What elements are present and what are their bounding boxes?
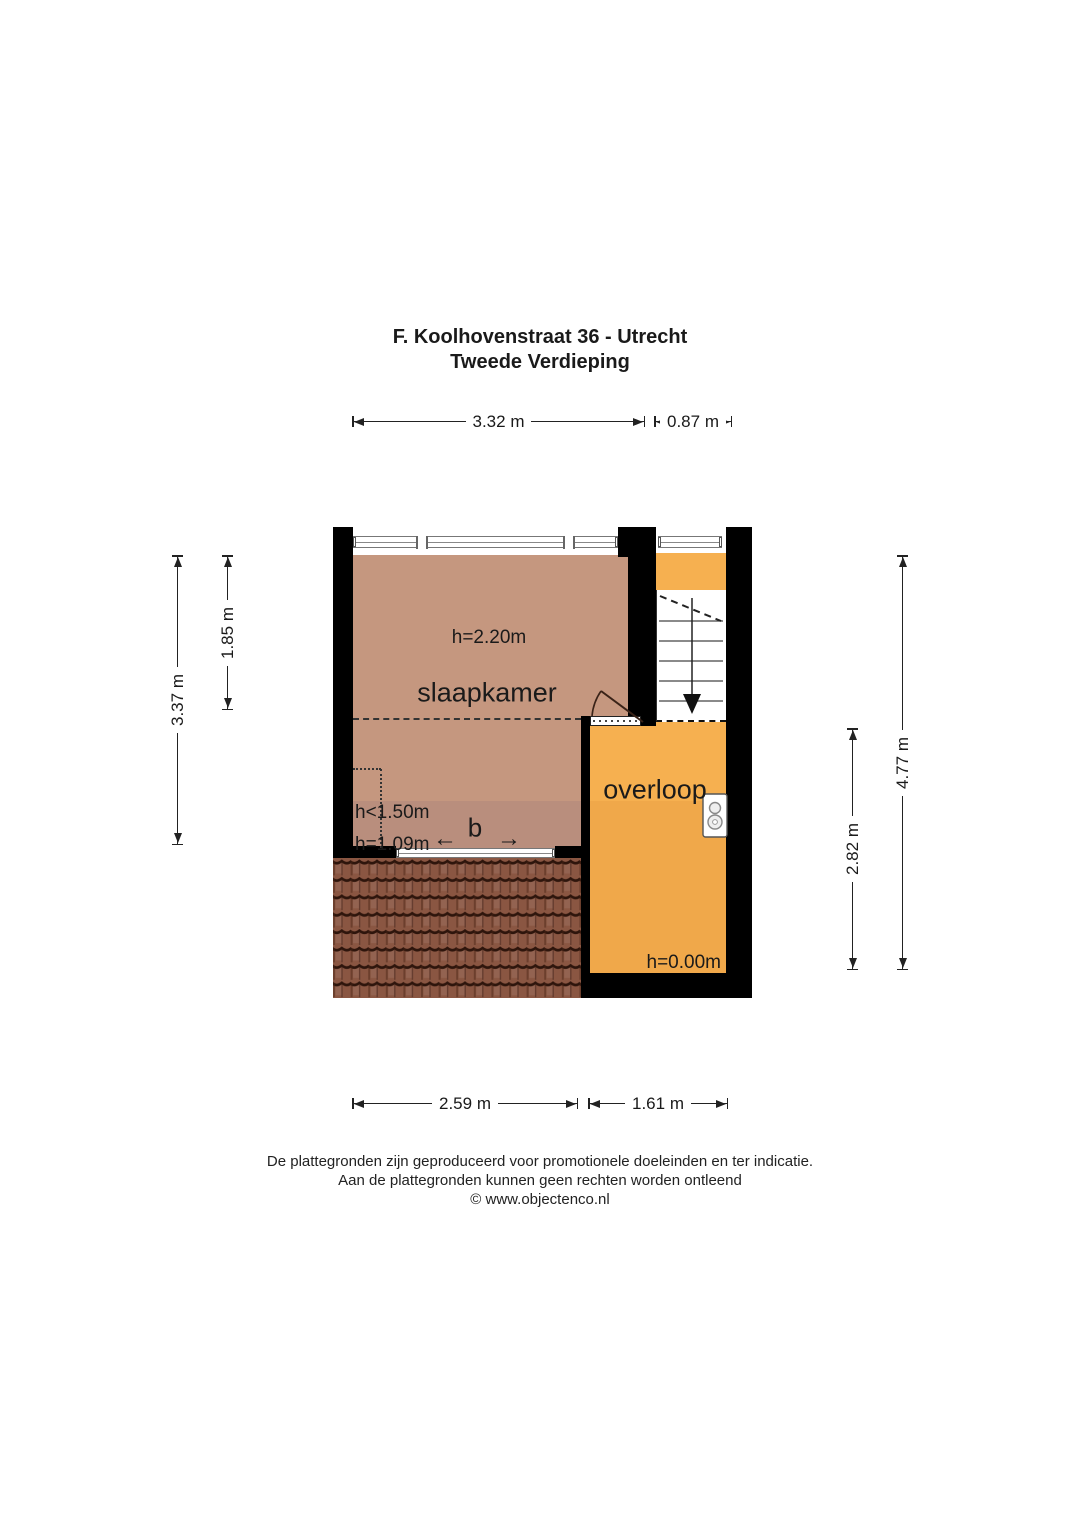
dimension-label: 1.85 m bbox=[218, 600, 238, 666]
window-top-main bbox=[353, 536, 618, 548]
arrowhead-right-icon bbox=[716, 1100, 726, 1108]
window-cap bbox=[719, 537, 722, 547]
arrowhead-up-icon bbox=[224, 557, 232, 567]
dimension-bottom-room bbox=[352, 1095, 578, 1113]
dimension-label: 2.82 m bbox=[843, 816, 863, 882]
roof-tiles-pattern bbox=[333, 858, 581, 998]
dimension-left-upper bbox=[219, 555, 237, 710]
copyright: © www.objectenco.nl bbox=[470, 1191, 610, 1208]
floorplan-drawing bbox=[333, 522, 752, 998]
dimension-label: 4.77 m bbox=[893, 730, 913, 796]
dimension-right-full bbox=[894, 555, 912, 970]
window-cap bbox=[353, 537, 356, 547]
landing-top-strip bbox=[654, 553, 726, 590]
window-cap bbox=[615, 537, 618, 547]
low-headroom-dotted-line-h bbox=[353, 768, 381, 770]
arrowhead-right-icon bbox=[566, 1100, 576, 1108]
window-glass-line bbox=[353, 542, 618, 543]
dimension-tick bbox=[222, 709, 233, 711]
arrowhead-up-icon bbox=[899, 557, 907, 567]
arrowhead-left-icon bbox=[590, 1100, 600, 1108]
stair-direction-arrow bbox=[683, 694, 701, 714]
arrowhead-right-icon bbox=[633, 418, 643, 426]
slope-arrow-left-icon: ← bbox=[433, 825, 457, 852]
overloop-floor-level-label: h=0.00m bbox=[646, 952, 721, 973]
wall-bottom bbox=[581, 973, 752, 998]
dimension-left-full bbox=[169, 555, 187, 845]
stairwell bbox=[656, 590, 726, 722]
dimension-tick bbox=[847, 969, 858, 971]
wall-right bbox=[726, 527, 752, 998]
stair-cut-line bbox=[660, 596, 721, 621]
window-mullion bbox=[416, 536, 428, 549]
disclaimer-line1: De plattegronden zijn geproduceerd voor promotionele doeleinden en ter indicatie. bbox=[266, 1153, 814, 1170]
overloop-label: overloop bbox=[603, 774, 707, 805]
arrowhead-up-icon bbox=[849, 730, 857, 740]
arrowhead-down-icon bbox=[174, 833, 182, 843]
headroom-dashed-line bbox=[353, 718, 581, 720]
dimension-label: 2.59 m bbox=[432, 1094, 498, 1114]
disclaimer-line2: Aan de plattegronden kunnen geen rechten worden ontleend bbox=[338, 1172, 742, 1189]
dimension-label: 0.87 m bbox=[660, 412, 726, 432]
dimension-tick bbox=[644, 416, 646, 427]
room-overloop-floor bbox=[590, 720, 726, 973]
door-swing-icon bbox=[588, 686, 645, 726]
dimension-label: 3.32 m bbox=[466, 412, 532, 432]
dimension-bottom-landing bbox=[588, 1095, 728, 1113]
window-mullion bbox=[563, 536, 575, 549]
wall-bottom-room-right bbox=[555, 846, 590, 858]
dimension-right-landing bbox=[844, 728, 862, 970]
title-floor: Tweede Verdieping bbox=[450, 351, 630, 373]
arrowhead-up-icon bbox=[174, 557, 182, 567]
dimension-tick bbox=[731, 416, 733, 427]
arrowhead-left-icon bbox=[354, 1100, 364, 1108]
window-top-stair bbox=[658, 536, 722, 548]
slope-arrow-right-icon: → bbox=[497, 825, 521, 852]
low-ceiling-label: h<1.50m bbox=[355, 802, 430, 823]
window-cap bbox=[658, 537, 661, 547]
wall-room-divider bbox=[581, 716, 590, 973]
arrowhead-down-icon bbox=[899, 958, 907, 968]
knee-wall-height-label: h=1.09m bbox=[355, 834, 430, 855]
wall-top-pier bbox=[618, 527, 656, 557]
slaapkamer-label: slaapkamer bbox=[417, 677, 557, 708]
wall-left bbox=[333, 527, 353, 856]
page-title bbox=[0, 325, 1080, 375]
dimension-label: 3.37 m bbox=[168, 667, 188, 733]
dimension-top-stair bbox=[654, 413, 732, 431]
window-cap bbox=[552, 849, 555, 857]
disclaimer bbox=[0, 1152, 1080, 1209]
arrowhead-down-icon bbox=[224, 698, 232, 708]
roof-tiles-area bbox=[333, 858, 581, 998]
slaapkamer-ceiling-height-label: h=2.20m bbox=[451, 627, 527, 648]
dimension-tick bbox=[897, 969, 908, 971]
arrowhead-down-icon bbox=[849, 958, 857, 968]
dimension-tick bbox=[172, 844, 183, 846]
dimension-label: 1.61 m bbox=[625, 1094, 691, 1114]
title-address: F. Koolhovenstraat 36 - Utrecht bbox=[392, 326, 688, 348]
arrowhead-left-icon bbox=[354, 418, 364, 426]
dimension-top-room bbox=[352, 413, 645, 431]
stairs-down-icon bbox=[657, 590, 725, 718]
dimension-tick bbox=[727, 1098, 729, 1109]
dimension-tick bbox=[577, 1098, 579, 1109]
slope-marker-label: b bbox=[467, 812, 483, 843]
window-glass-line bbox=[658, 542, 722, 543]
